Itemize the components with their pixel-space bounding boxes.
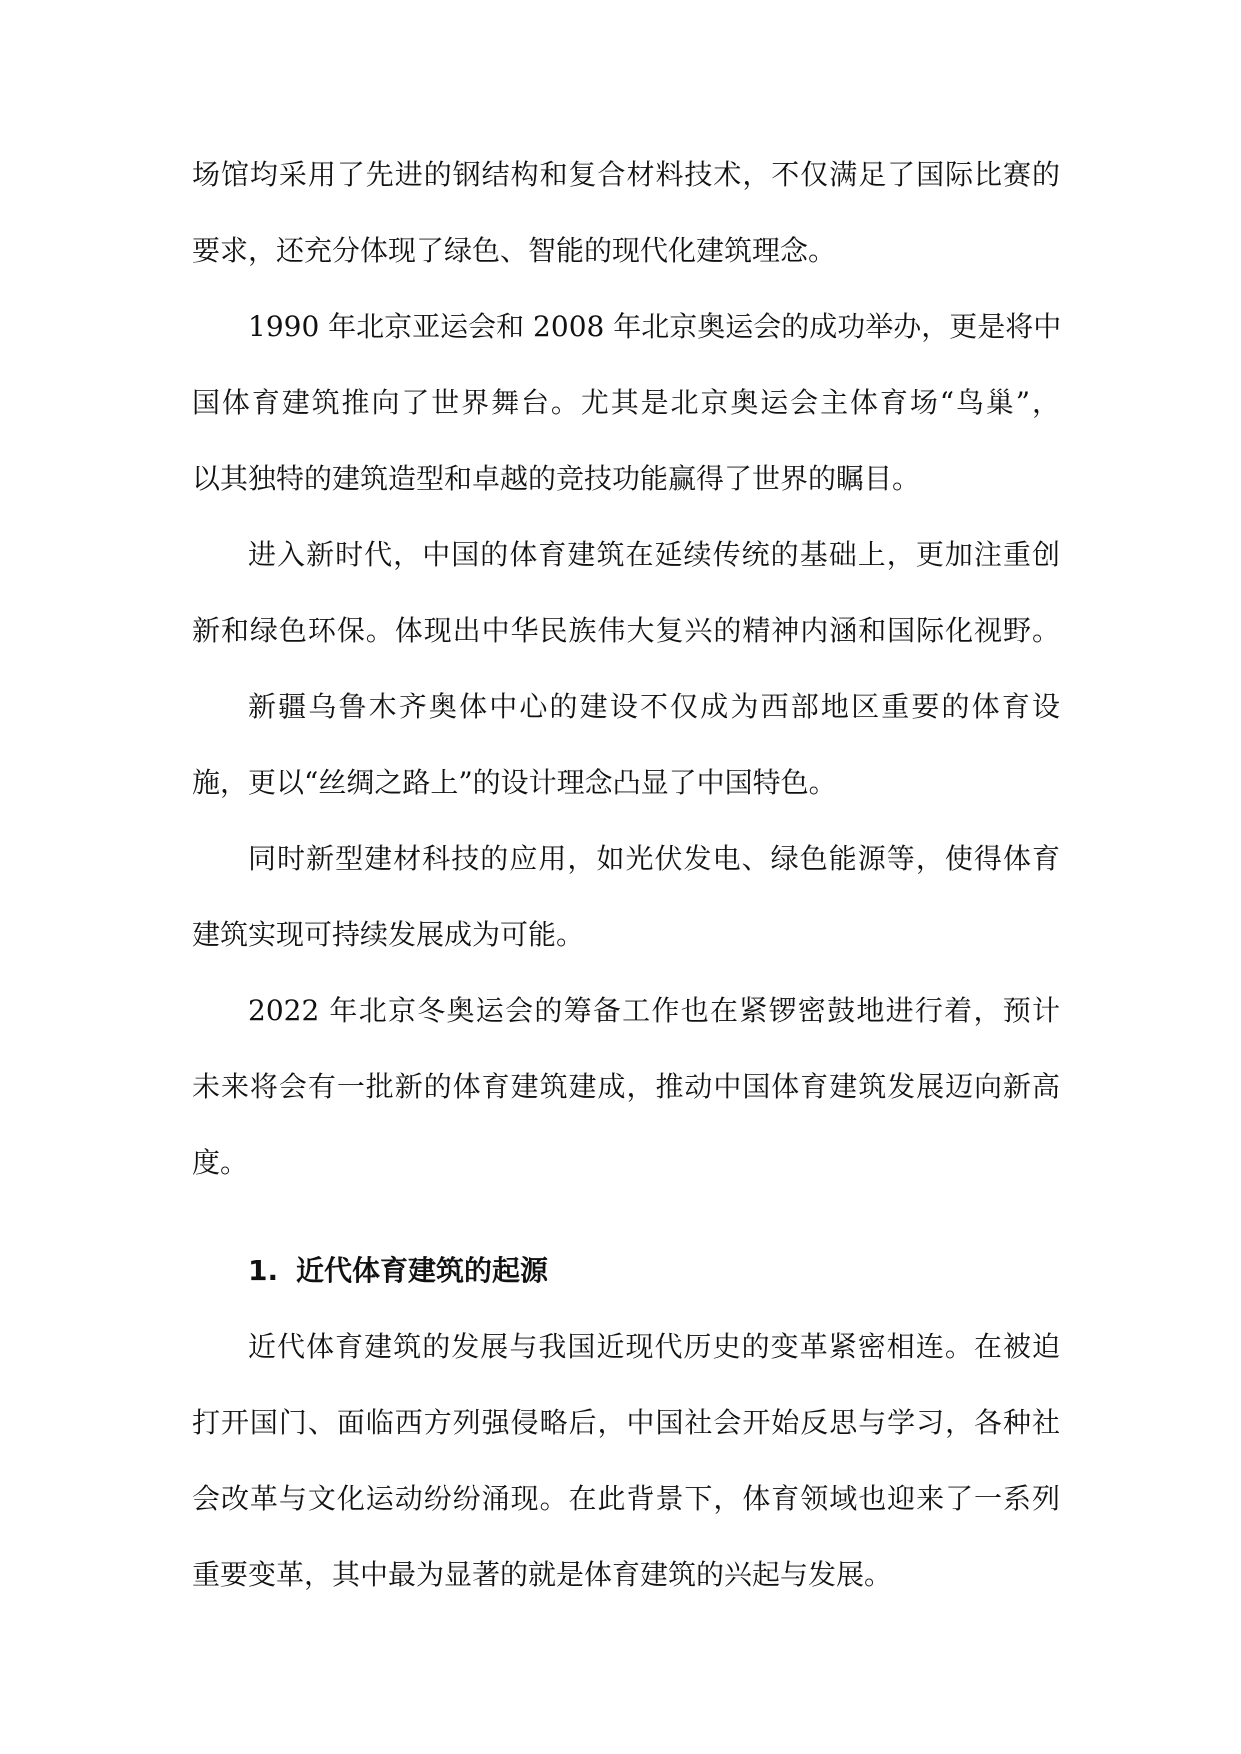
text-line: 2022 年北京冬奥运会的筹备工作也在紧锣密鼓地进行着，预计	[248, 994, 1060, 1027]
text-line: 进入新时代，中国的体育建筑在延续传统的基础上，更加注重创	[248, 538, 1060, 571]
text-line: 新和绿色环保。体现出中华民族伟大复兴的精神内涵和国际化视野。	[192, 614, 1060, 647]
text-line: 建筑实现可持续发展成为可能。	[192, 918, 585, 951]
paragraph	[192, 973, 1060, 1201]
text-line: 场馆均采用了先进的钢结构和复合材料技术，不仅满足了国际比赛的	[192, 158, 1060, 191]
text-line: 国体育建筑推向了世界舞台。尤其是北京奥运会主体育场“鸟巢”，	[192, 386, 1060, 419]
text-line: 会改革与文化运动纷纷涌现。在此背景下，体育领域也迎来了一系列	[192, 1482, 1060, 1515]
text-line: 未来将会有一批新的体育建筑建成，推动中国体育建筑发展迈向新高	[192, 1070, 1060, 1103]
text-line: 近代体育建筑的发展与我国近现代历史的变革紧密相连。在被迫	[248, 1330, 1060, 1363]
paragraph	[192, 821, 1060, 973]
text-line: 同时新型建材科技的应用，如光伏发电、绿色能源等，使得体育	[248, 842, 1060, 875]
text-line: 以其独特的建筑造型和卓越的竞技功能赢得了世界的瞩目。	[192, 462, 921, 495]
text-line: 要求，还充分体现了绿色、智能的现代化建筑理念。	[192, 234, 837, 267]
paragraph	[192, 517, 1060, 669]
paragraph	[192, 1309, 1060, 1613]
text-line: 重要变革，其中最为显著的就是体育建筑的兴起与发展。	[192, 1558, 893, 1591]
section-number: 1.	[248, 1254, 279, 1287]
paragraph	[192, 669, 1060, 821]
text-line: 1990 年北京亚运会和 2008 年北京奥运会的成功举办，更是将中	[248, 310, 1062, 343]
text-line: 施，更以“丝绸之路上”的设计理念凸显了中国特色。	[192, 766, 837, 799]
text-line: 度。	[192, 1146, 249, 1179]
text-line: 新疆乌鲁木齐奥体中心的建设不仅成为西部地区重要的体育设	[248, 690, 1060, 723]
body-text-block	[192, 137, 1060, 1201]
section-heading	[248, 1233, 548, 1309]
section-title: 近代体育建筑的起源	[296, 1254, 549, 1287]
paragraph	[192, 289, 1060, 517]
text-line: 打开国门、面临西方列强侵略后，中国社会开始反思与学习，各种社	[192, 1406, 1060, 1439]
paragraph	[192, 137, 1060, 289]
section-body-block	[192, 1309, 1060, 1613]
